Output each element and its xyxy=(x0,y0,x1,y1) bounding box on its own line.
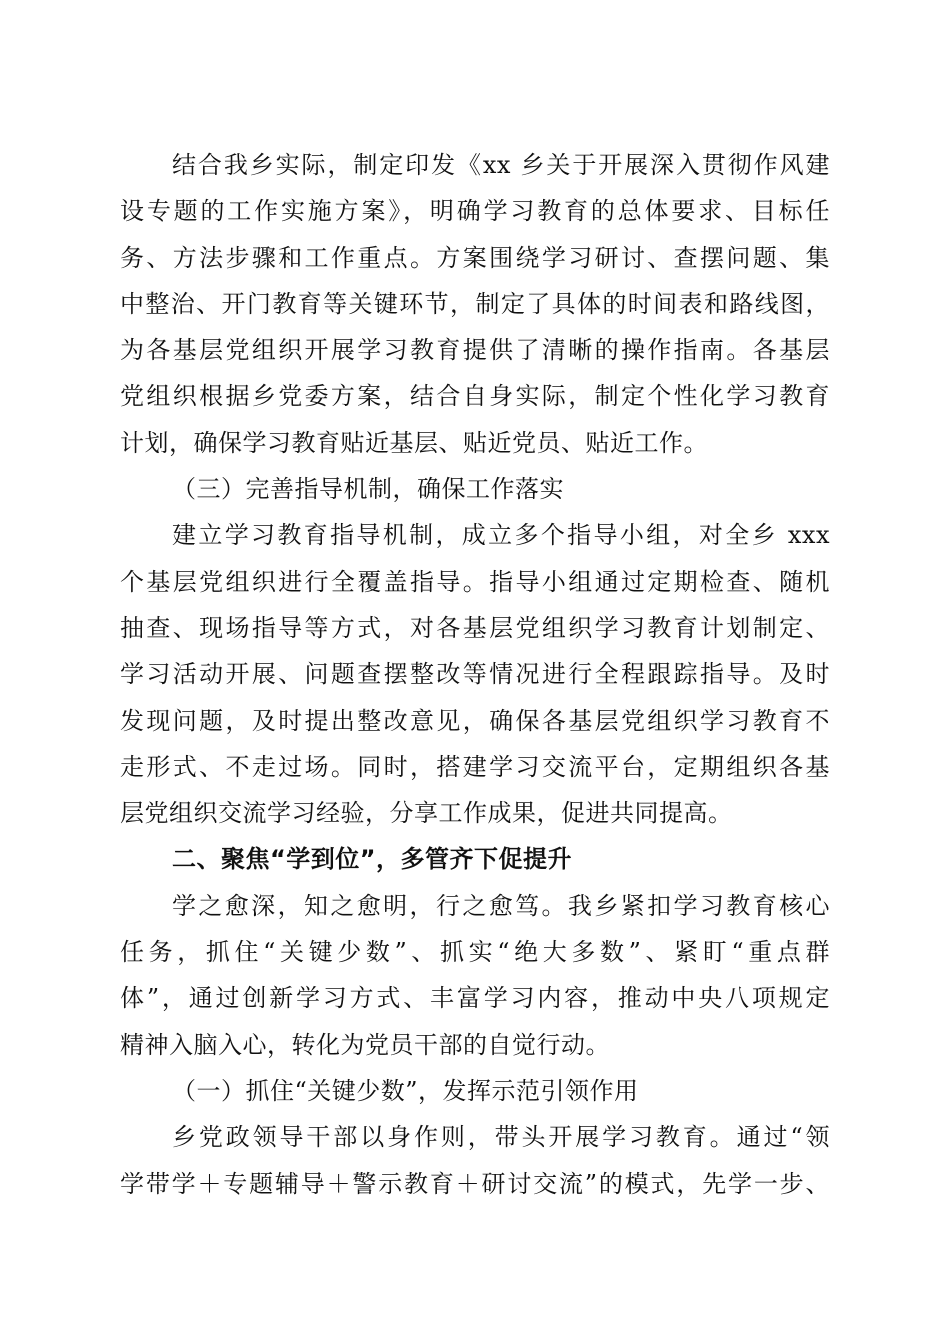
text-line: 学习活动开展、问题查摆整改等情况进行全程跟踪指导。及时 xyxy=(120,660,830,689)
document-body xyxy=(120,142,830,1207)
text-line: 任务，抓住“关键少数”、抓实“绝大多数”、紧盯“重点群 xyxy=(120,938,830,967)
text-line: 精神入脑入心，转化为党员干部的自觉行动。 xyxy=(120,1030,610,1059)
text-line: 务、方法步骤和工作重点。方案围绕学习研讨、查摆问题、集 xyxy=(120,243,830,272)
text-line: 发现问题，及时提出整改意见，确保各基层党组织学习教育不 xyxy=(120,706,830,735)
text-line: 体”，通过创新学习方式、丰富学习内容，推动中央八项规定 xyxy=(120,984,830,1013)
text-line: 层党组织交流学习经验，分享工作成果，促进共同提高。 xyxy=(120,799,733,828)
text-line: 为各基层党组织开展学习教育提供了清晰的操作指南。各基层 xyxy=(120,336,830,365)
text-line: 乡党政领导干部以身作则，带头开展学习教育。通过“领 xyxy=(172,1123,830,1152)
section-heading: （一）抓住“关键少数”，发挥示范引领作用 xyxy=(172,1076,639,1105)
text-line: 抽查、现场指导等方式，对各基层党组织学习教育计划制定、 xyxy=(120,613,830,642)
text-line: 走形式、不走过场。同时，搭建学习交流平台，定期组织各基 xyxy=(120,752,830,781)
text-line: 建立学习教育指导机制，成立多个指导小组，对全乡 xxx xyxy=(172,521,830,550)
text-line: 个基层党组织进行全覆盖指导。指导小组通过定期检查、随机 xyxy=(120,567,830,596)
text-line: 计划，确保学习教育贴近基层、贴近党员、贴近工作。 xyxy=(120,428,708,457)
section-heading: （三）完善指导机制，确保工作落实 xyxy=(172,475,564,504)
text-line: 学之愈深，知之愈明，行之愈笃。我乡紧扣学习教育核心 xyxy=(172,891,830,920)
text-line: 结合我乡实际，制定印发《xx 乡关于开展深入贯彻作风建 xyxy=(172,151,830,179)
text-line: 中整治、开门教育等关键环节，制定了具体的时间表和路线图， xyxy=(120,289,830,318)
text-line: 党组织根据乡党委方案，结合自身实际，制定个性化学习教育 xyxy=(120,382,830,411)
text-line: 学带学＋专题辅导＋警示教育＋研讨交流”的模式，先学一步、 xyxy=(120,1169,830,1198)
text-line: 设专题的工作实施方案》，明确学习教育的总体要求、目标任 xyxy=(120,197,830,226)
chapter-heading: 二、聚焦“学到位”，多管齐下促提升 xyxy=(172,845,573,874)
